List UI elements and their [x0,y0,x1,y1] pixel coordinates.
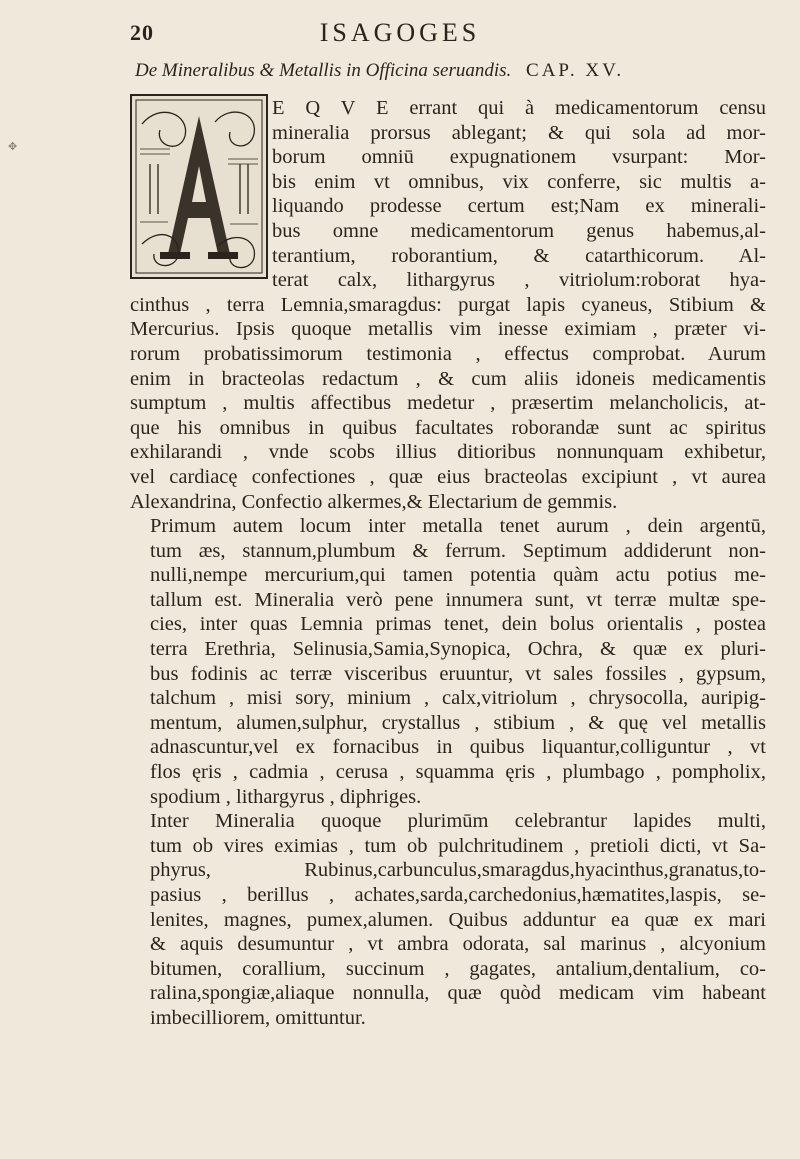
text-line: terra Erethria, Selinusia,Samia,Synopica, Ochra, & quæ ex pluri- [150,638,766,661]
text-line: cinthus , terra Lemnia,smaragdus: purgat lapis cyaneus, Stibium & [130,293,766,316]
text-line: borum omniū expugnationem vsurpant: Mor- [272,146,766,169]
text-line: mineralia prorsus ablegant; & qui sola ad mor- [272,121,766,144]
paragraph-1-continued [130,293,766,514]
text-line: sumptum , multis affectibus medetur , præsertim melancholicis, at- [130,392,766,415]
text-line: Primum autem locum inter metalla tenet aurum , dein argentū, [150,515,766,538]
margin-ornament-icon: ✥ [8,141,18,153]
text-line: que his omnibus in quibus facultates roborandæ sunt ac spiritus [130,416,766,439]
text-line: tum æs, stannum,plumbum & ferrum. Septimum addiderunt non- [150,539,766,562]
text-line: bitumen, corallium, succinum , gagates, antalium,dentalium, co- [150,957,766,980]
text-line: Alexandrina, Confectio alkermes,& Electarium de gemmis. [130,490,618,513]
text-line: flos ęris , cadmia , cerusa , squamma ęris , plumbago , pompholix, [150,761,766,784]
text-line: adnascuntur,vel ex fornacibus in quibus liquantur,colliguntur , vt [150,736,766,759]
chapter-heading [135,60,735,82]
paragraph-1 [130,96,766,293]
text-line: talchum , misi sory, minium , calx,vitriolum , chrysocolla, auripig- [150,687,766,710]
text-line: cies, inter quas Lemnia primas tenet, dein bolus orientalis , postea [150,613,766,636]
text-line: imbecilliorem, omittuntur. [150,1006,366,1029]
text-line: enim in bracteolas redactum , & cum aliis idoneis medicamentis [130,367,766,390]
text-line: tallum est. Mineralia verò pene innumera sunt, vt terræ multæ spe- [150,588,766,611]
book-title: ISAGOGES [319,18,481,47]
text-line: vel cardiacę confectiones , quæ eius bracteolas excipiunt , vt aurea [130,465,766,488]
text-line: Inter Mineralia quoque plurimūm celebrantur lapides multi, [150,810,766,833]
text-line: & aquis desumuntur , vt ambra odorata, sal marinus , alcyonium [150,933,766,956]
text-line: liquando prodesse certum est;Nam ex minerali- [272,195,766,218]
text-line: ralina,spongiæ,aliaque nonnulla, quæ quòd medicam vim habeant [150,982,766,1005]
chapter-title: De Mineralibus & Metallis in Officina seruandis. [135,60,512,81]
text-line: mentum, alumen,sulphur, crystallus , stibium , & quę vel metallis [150,711,766,734]
text-line: nulli,nempe mercurium,qui tamen potentia quàm actu potius me- [150,564,766,587]
paragraph-3 [130,809,766,1030]
text-line: E Q V E errant qui à medicamentorum censu [272,97,766,119]
running-head [0,18,800,48]
text-line: Mercurius. Ipsis quoque metallis vim inesse eximiam , præter vi- [130,318,766,341]
text-line: bus fodinis ac terræ visceribus eruuntur, vt sales fossiles , gypsum, [150,662,766,685]
text-line: phyrus, Rubinus,carbunculus,smaragdus,hyacinthus,granatus,to- [150,859,766,882]
body-text [130,96,766,1031]
text-line: lenites, magnes, pumex,alumen. Quibus adduntur ea quæ ex mari [150,908,766,931]
paragraph-2 [130,514,766,809]
text-line: terat calx, lithargyrus , vitriolum:roborat hya- [272,269,766,292]
text-line: spodium , lithargyrus , diphriges. [150,785,422,808]
text-line: tum ob vires eximias , tum ob pulchritudinem , pretioli dicti, vt Sa- [150,834,766,857]
chapter-number: CAP. XV. [526,60,625,81]
text-line: bis enim vt omnibus, vix conferre, sic multis a- [272,170,766,193]
page-number: 20 [130,20,154,45]
text-line: exhilarandi , vnde scobs illius ditioribus nonnunquam exhibetur, [130,441,766,464]
text-line: rorum probatissimorum testimonia , effectus comprobat. Aurum [130,342,766,365]
text-line: terantium, roborantium, & catarthicorum. Al- [272,244,766,267]
text-line: pasius , berillus , achates,sarda,carchedonius,hæmatites,laspis, se- [150,884,766,906]
text-line: bus omne medicamentorum genus habemus,al- [272,219,766,242]
